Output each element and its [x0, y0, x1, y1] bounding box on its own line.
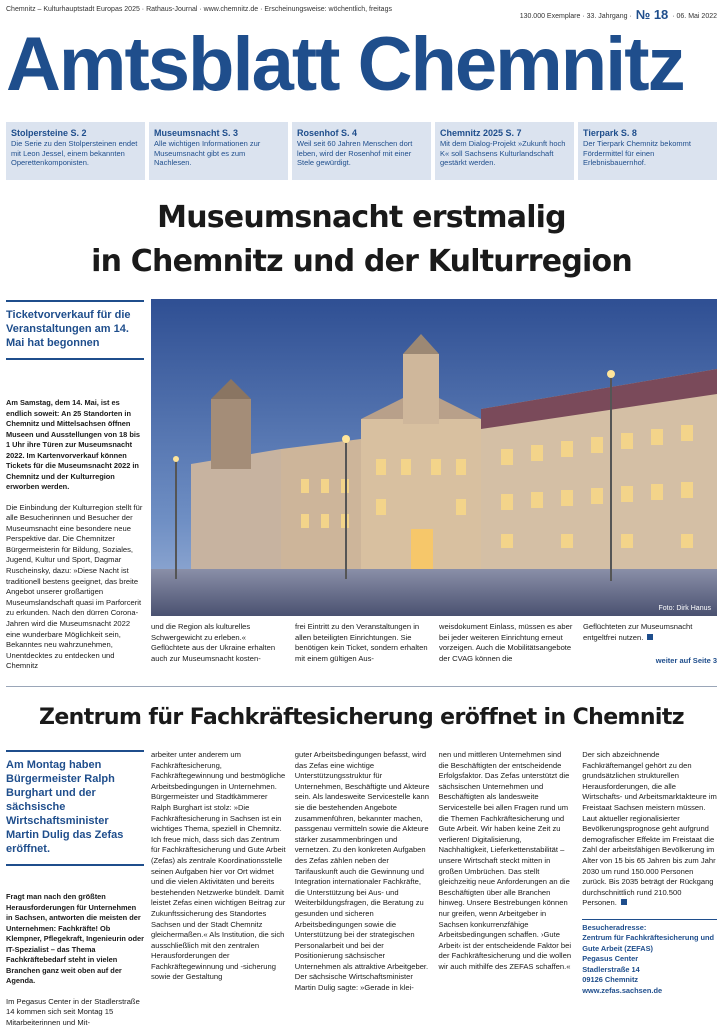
article2-column: arbeiter unter anderem um Fachkräftesicherung, Fachkräftegewinnung und bestmögliche Arbeitsbedingungen in Unternehmen. Bürgermeister und Stadtkämmerer Ralph Burghart ist stolz: »Die Fachkräftesicherung in Sachsen ist ein wichtiges Thema, speziell in Chemnitz. Ich freue mich, dass sich das Zentrum für Fachkräftesicherung und Gute Arbeit (Zefas) als zentrale Koordinationsstelle seinen Aufgaben hier vor Ort widmet und die vielen Aktivitäten und bereits bestehenden Netzwerke bündelt. Damit leistet Zefas einen wichtigen Beitrag zur Zukunftssicherung des Standortes Sachsen und der Stadt Chemnitz gleichermaßen.« Als Institution, die sich ausschließlich mit den zentralen Herausforderungen der Fachkräftegewinnung und -sicherung sowie der Gestaltung: [151, 750, 286, 1008]
teaser-bar: [6, 122, 717, 180]
teaser-stolpersteine[interactable]: [6, 122, 145, 180]
address-link[interactable]: www.zefas.sachsen.de: [582, 986, 717, 997]
article2-column-text: [582, 750, 717, 909]
top-info-bar: [6, 4, 717, 18]
divider: [6, 864, 144, 866]
address-line: Pegasus Center: [582, 954, 717, 965]
divider: [6, 358, 144, 360]
issue-number: № 18: [636, 7, 669, 22]
headline-line: Museumsnacht erstmalig: [0, 196, 723, 240]
address-line: 09126 Chemnitz: [582, 975, 717, 986]
end-mark-icon: [621, 899, 627, 905]
teaser-title: Rosenhof S. 4: [297, 127, 426, 139]
article2-column: guter Arbeitsbedingungen befasst, wird das Zefas eine wichtige Unterstützungsstruktur für Unternehmen, Beschäftigte und Akteure sein. Als landesweite Servicestelle kann sie die bestehenden Angebote zusammenführen, bekannter machen, passgenau vermitteln sowie die Akteure stärker zusammenbringen und vernetzen. Zu den konkreten Aufgaben des Zefas zählen neben der Tarifauskunft auch die Gewinnung und Integration internationaler Fachkräfte, die Unterstützung bei Aus- und Weiterbildungsfragen, die Beratung zu gesunden und sicheren Arbeitsbedingungen sowie die Unterstützung bei der strategischen Personalarbeit und bei der Positionierung sächsischer Unternehmen als attraktive Arbeitgeber. Der sächsische Wirtschaftsminister Martin Dulig sagte: »Gerade in klei-: [295, 750, 430, 1008]
article1-columns: [151, 622, 717, 664]
continue-link[interactable]: weiter auf Seite 3: [656, 656, 717, 665]
article2-intro: Fragt man nach den größten Herausforderungen für Unternehmen in Sachsen, antworten die meisten der Unternehmen: Fachkräfte! Ob Klempner, Pflegekraft, Ingenieurin oder IT-Spezialist – das Thema Fachkräftebedarf steht in vielen Branchen ganz weit oben auf der Agenda.: [6, 892, 144, 987]
teaser-text: Die Serie zu den Stolpersteinen endet mit Leon Jessel, einem bekannten Operettenkomponisten.: [11, 139, 140, 168]
headline-line: in Chemnitz und der Kulturregion: [0, 240, 723, 284]
teaser-text: Alle wichtigen Informationen zur Museumsnacht gibt es zum Nachlesen.: [154, 139, 283, 168]
teaser-tierpark[interactable]: [578, 122, 717, 180]
publication-info: Chemnitz – Kulturhauptstadt Europas 2025 · Rathaus-Journal · www.chemnitz.de · Erscheinungsweise: wöchentlich, freitags: [6, 6, 392, 13]
teaser-chemnitz-2025[interactable]: [435, 122, 574, 180]
article1-lead: Ticketvorverkauf für die Veranstaltungen am 14. Mai hat begonnen: [6, 300, 144, 350]
article1-intro: Am Samstag, dem 14. Mai, ist es endlich soweit: An 25 Standorten in Chemnitz und Mittelsachsen öffnen Museen und Ausstellungen von 18 bis 1 Uhr ihre Türen zur Museumsnacht 2022. Im Kartenvorverkauf können Tickets für die Museumsnacht 2022 in Chemnitz und der Kulturregion erworben werden.: [6, 398, 144, 493]
article1-sidebar: [6, 300, 144, 672]
issue-date: · 06. Mai 2022: [672, 13, 717, 20]
teaser-text: Mit dem Dialog-Projekt »Zukunft hoch K« soll Sachsens Kulturlandschaft gestärkt werden.: [440, 139, 569, 168]
teaser-text: Der Tierpark Chemnitz bekommt Fördermittel für einen Erlebnisbauernhof.: [583, 139, 712, 168]
article1-column: und die Region als kulturelles Schwergewicht zu erleben.« Geflüchtete aus der Ukraine erhalten auch zur Museumsnacht kosten-: [151, 622, 285, 664]
teaser-title: Stolpersteine S. 2: [11, 127, 140, 139]
article2-column: nen und mittleren Unternehmen sind die Beschäftigten der entscheidende Erfolgsfaktor. Das Zefas unterstützt die sächsischen Unternehmen und Beschäftigten als landesweite Servicestelle bei allen Fragen rund um die Themen Fachkräftesicherung und Gute Arbeit. Wir haben keine Zeit zu verlieren! Digitalisierung, Nachhaltigkeit, Lieferkettenstabilität – unsere Wirtschaft steckt mitten in großen Umbrüchen. Das stellt gleichzeitig neue Anforderungen an die Beschäftigten über alle Branchen hinweg. Unsere Bestrebungen können nur greifen, wenn Arbeitgeber in Sachsen konkurrenzfähige Arbeitsbedingungen schaffen. ›Gute Arbeit‹ ist der entscheidende Faktor bei der Fachkräftesicherung und die wollen wir auch mithilfe des ZEFAS schaffen.«: [439, 750, 574, 1008]
newspaper-title: Amtsblatt Chemnitz: [6, 22, 717, 108]
article1-headline: [0, 196, 723, 284]
article1-column: weisdokument Einlass, müssen es aber bei jeder weiteren Einrichtung erneut vorzeigen. Auch die Mobilitätsangebote der CVAG können die: [439, 622, 573, 664]
end-mark-icon: [647, 634, 653, 640]
address-line: Stadlerstraße 14: [582, 965, 717, 976]
visitor-address: [582, 919, 717, 997]
photo-credit: Foto: Dirk Hanus: [658, 605, 711, 612]
article2-sidebar: [6, 750, 144, 1028]
teaser-title: Tierpark S. 8: [583, 127, 712, 139]
teaser-museumsnacht[interactable]: [149, 122, 288, 180]
article1-column: frei Eintritt zu den Veranstaltungen in allen beteiligten Einrichtungen. Sie benötigen kein Ticket, sondern erhalten mit einem gültigen Aus-: [295, 622, 429, 664]
issue-info: [520, 6, 717, 21]
article1-body: Die Einbindung der Kulturregion stellt für alle Besucherinnen und Besucher der Museumsnacht eine besondere neue Perspektive dar. Die Chemnitzer Bürgermeisterin für Bildung, Soziales, Jugend, Kultur und Sport, Dagmar Ruscheinsky, dazu: »Diese Nacht ist traditionell bestens geeignet, das breite Angebot unserer großartigen Museumslandschaft quasi im Parforcerit zu erkunden. Nach den dürren Corona-Jahren wird die Museumsnacht 2022 eine wunderbare Möglichkeit sein, Bekanntes neu wahrzunehmen, Unentdecktes zu entdecken und Chemnitz: [6, 503, 144, 673]
section-divider: [6, 686, 717, 687]
article2-lead: Am Montag haben Bürgermeister Ralph Burghart und der sächsische Wirtschaftsminister Martin Dulig das Zefas eröffnet.: [6, 750, 144, 856]
masthead: [6, 22, 717, 110]
address-line: Besucheradresse:: [582, 923, 717, 934]
teaser-title: Chemnitz 2025 S. 7: [440, 127, 569, 139]
circulation-text: 130.000 Exemplare · 33. Jahrgang ·: [520, 13, 632, 20]
address-line: Zentrum für Fachkräftesicherung und Gute Arbeit (ZEFAS): [582, 933, 717, 954]
article2-column: [582, 750, 717, 1008]
article2-body: Im Pegasus Center in der Stadlerstraße 14 kommen sich seit Montag 15 Mitarbeiterinnen und Mit-: [6, 997, 144, 1028]
article1-column-text: Geflüchteten zur Museumsnacht entgeltfrei nutzen.: [583, 622, 692, 642]
museum-photo: [151, 299, 717, 616]
museum-building-image: [151, 299, 717, 616]
teaser-text: Weil seit 60 Jahren Menschen dort leben, wird der Rosenhof mit einer Stele gewürdigt.: [297, 139, 426, 168]
article2-columns: [151, 750, 717, 1008]
teaser-title: Museumsnacht S. 3: [154, 127, 283, 139]
column-text: Der sich abzeichnende Fachkräftemangel gehört zu den grundsätzlichen strukturellen Herausforderungen, die alle Wirtschafts- und Arbeitsmarktakteure im Freistaat Sachsen meistern müssen. Laut aktueller regionalisierter Bevölkerungsprognose geht aufgrund demografischer Effekte im Freistaat die Zahl der arbeitsfähigen Bevölkerung im Alter von 15 bis 65 Jahren bis zum Jahr 2030 um rund 150.000 Personen zurück. Bis 2035 beträgt der Rückgang durchschnittlich rund 210.500 Personen.: [582, 750, 717, 907]
article2-headline: Zentrum für Fachkräftesicherung eröffnet in Chemnitz: [0, 703, 723, 733]
teaser-rosenhof[interactable]: [292, 122, 431, 180]
